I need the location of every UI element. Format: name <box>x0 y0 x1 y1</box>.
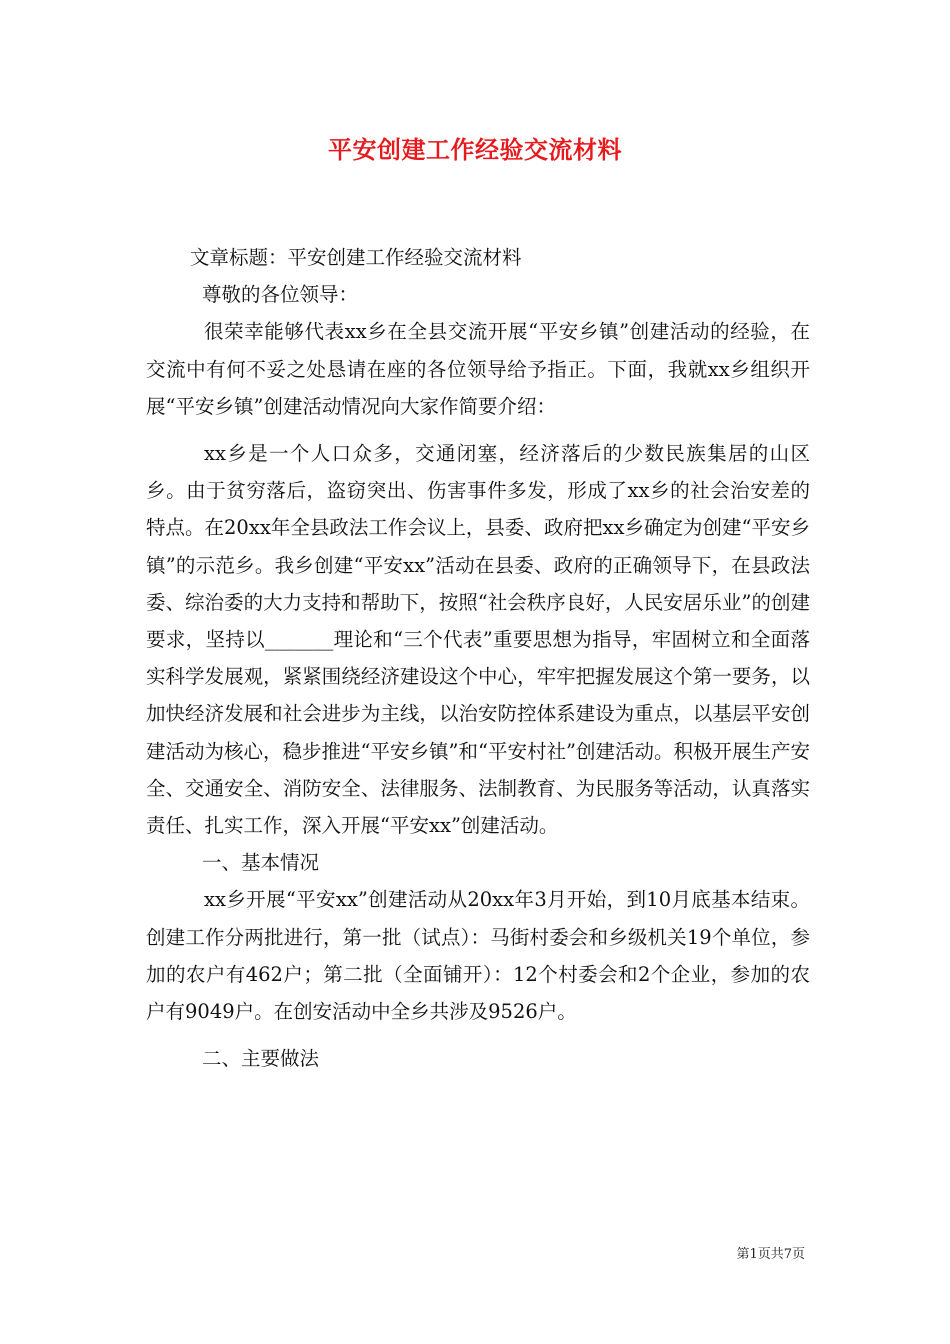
greeting-line: 尊敬的各位领导： <box>202 283 359 307</box>
basic-situation-paragraph: xx乡开展“平安xx”创建活动从20xx年3月开始，到10月底基本结束。创建工作分两批进行，第一批（试点）：马街村委会和乡级机关19个单位，参加的农户有462户；第二批（全面铺开）：12个村委会和2个企业，参加的农户有9049户。在创安活动中全乡共涉及9526户。 <box>146 888 810 1024</box>
section-heading-main-practices: 二、主要做法 <box>202 1047 320 1071</box>
page-number: 第1页共7页 <box>736 1247 805 1262</box>
article-title-line: 文章标题：平安创建工作经验交流材料 <box>190 246 522 269</box>
document-body <box>146 239 810 1077</box>
background-paragraph: xx乡是一个人口众多，交通闭塞，经济落后的少数民族集居的山区乡。由于贫穷落后，盗窃突出、伤害事件多发，形成了xx乡的社会治安差的特点。在20xx年全县政法工作会议上，县委、政府把xx乡确定为创建“平安乡镇”的示范乡。我乡创建“平安xx”活动在县委、政府的正确领导下，在县政法委、综治委的大力支持和帮助下，按照“社会秩序良好，人民安居乐业”的创建要求，坚持以_______理论和“三个代表”重要思想为指导，牢固树立和全面落实科学发展观，紧紧围绕经济建设这个中心，牢牢把握发展这个第一要务，以加快经济发展和社会进步为主线，以治安防控体系建设为重点，以基层平安创建活动为核心，稳步推进“平安乡镇”和“平安村社”创建活动。积极开展生产安全、交通安全、消防安全、法律服务、法制教育、为民服务等活动，认真落实责任、扎实工作，深入开展“平安xx”创建活动。 <box>146 442 810 838</box>
document-title: 平安创建工作经验交流材料 <box>328 135 622 164</box>
section-heading-basic-situation: 一、基本情况 <box>202 851 320 875</box>
intro-paragraph: 很荣幸能够代表xx乡在全县交流开展“平安乡镇”创建活动的经验，在交流中有何不妥之处恳请在座的各位领导给予指正。下面，我就xx乡组织开展“平安乡镇”创建活动情况向大家作简要介绍： <box>146 320 810 418</box>
